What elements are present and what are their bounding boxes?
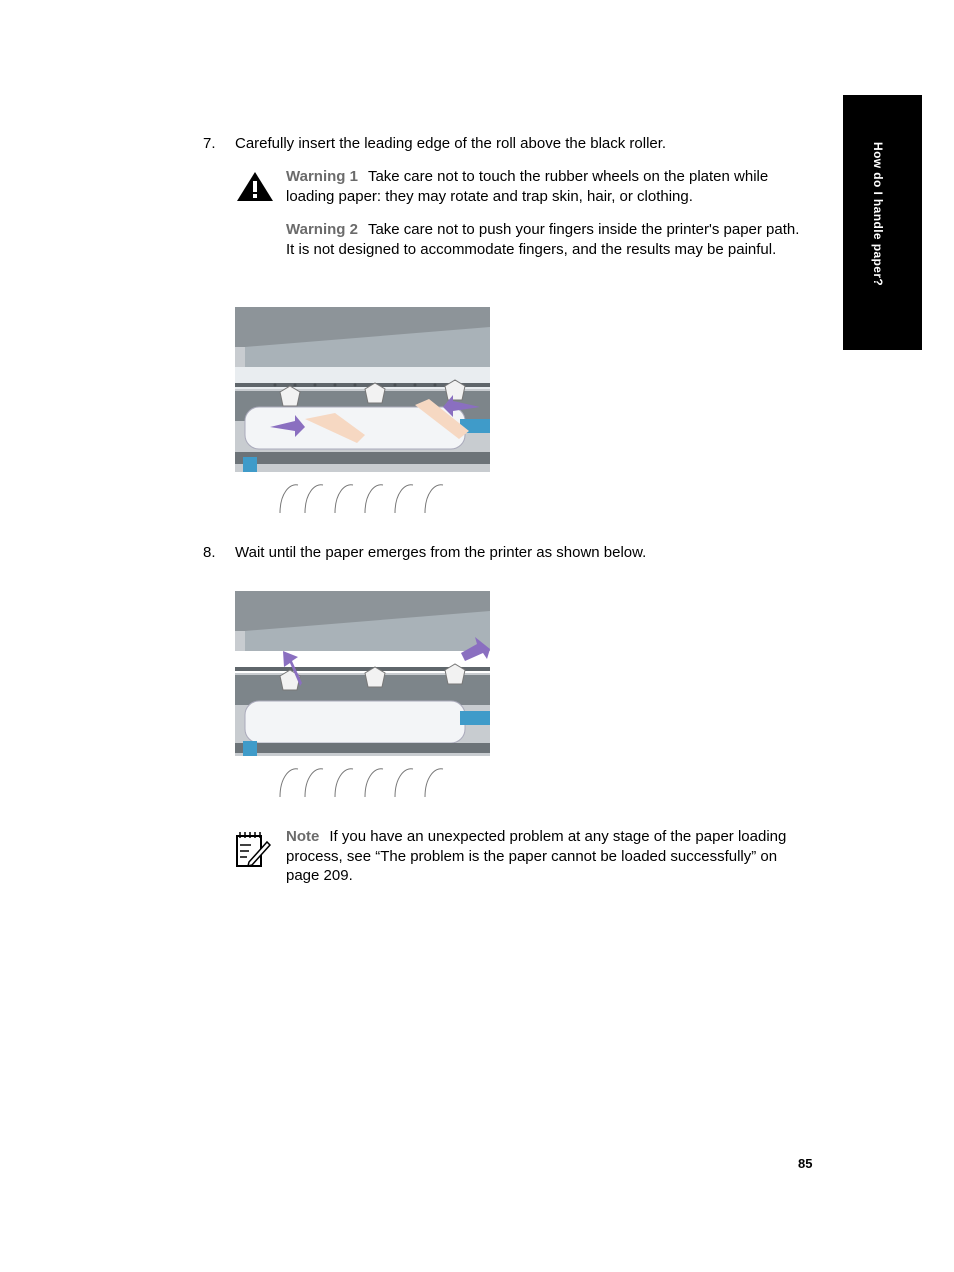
note-pad-icon (235, 830, 271, 868)
figure-paper-emerges (235, 591, 490, 797)
warning-label: Warning 1 (286, 168, 358, 185)
warning-text: Take care not to touch the rubber wheels on the platen while loading paper: they may rotate and trap skin, hair, or clothing. (286, 168, 769, 205)
step-number: 7. (203, 135, 216, 152)
warning-label: Warning 2 (286, 221, 358, 238)
page-number: 85 (798, 1156, 813, 1171)
step-number: 8. (203, 544, 216, 561)
note-label: Note (286, 828, 320, 845)
figure-insert-paper (235, 307, 490, 513)
note-block (286, 827, 811, 886)
chapter-side-tab-label: How do I handle paper? (871, 142, 885, 287)
chapter-side-tab (843, 95, 922, 350)
note-text: If you have an unexpected problem at any stage of the paper loading process, see “The problem is the paper cannot be loaded successfully” on page 209. (286, 828, 787, 884)
step-text: Wait until the paper emerges from the printer as shown below. (235, 544, 647, 561)
step-text: Carefully insert the leading edge of the roll above the black roller. (235, 135, 667, 152)
warning-text: Take care not to push your fingers inside the printer's paper path. It is not designed to accommodate fingers, and the results may be painful. (286, 221, 800, 258)
warning-2 (286, 220, 811, 259)
warning-triangle-icon (236, 170, 274, 202)
warning-1 (286, 167, 811, 206)
